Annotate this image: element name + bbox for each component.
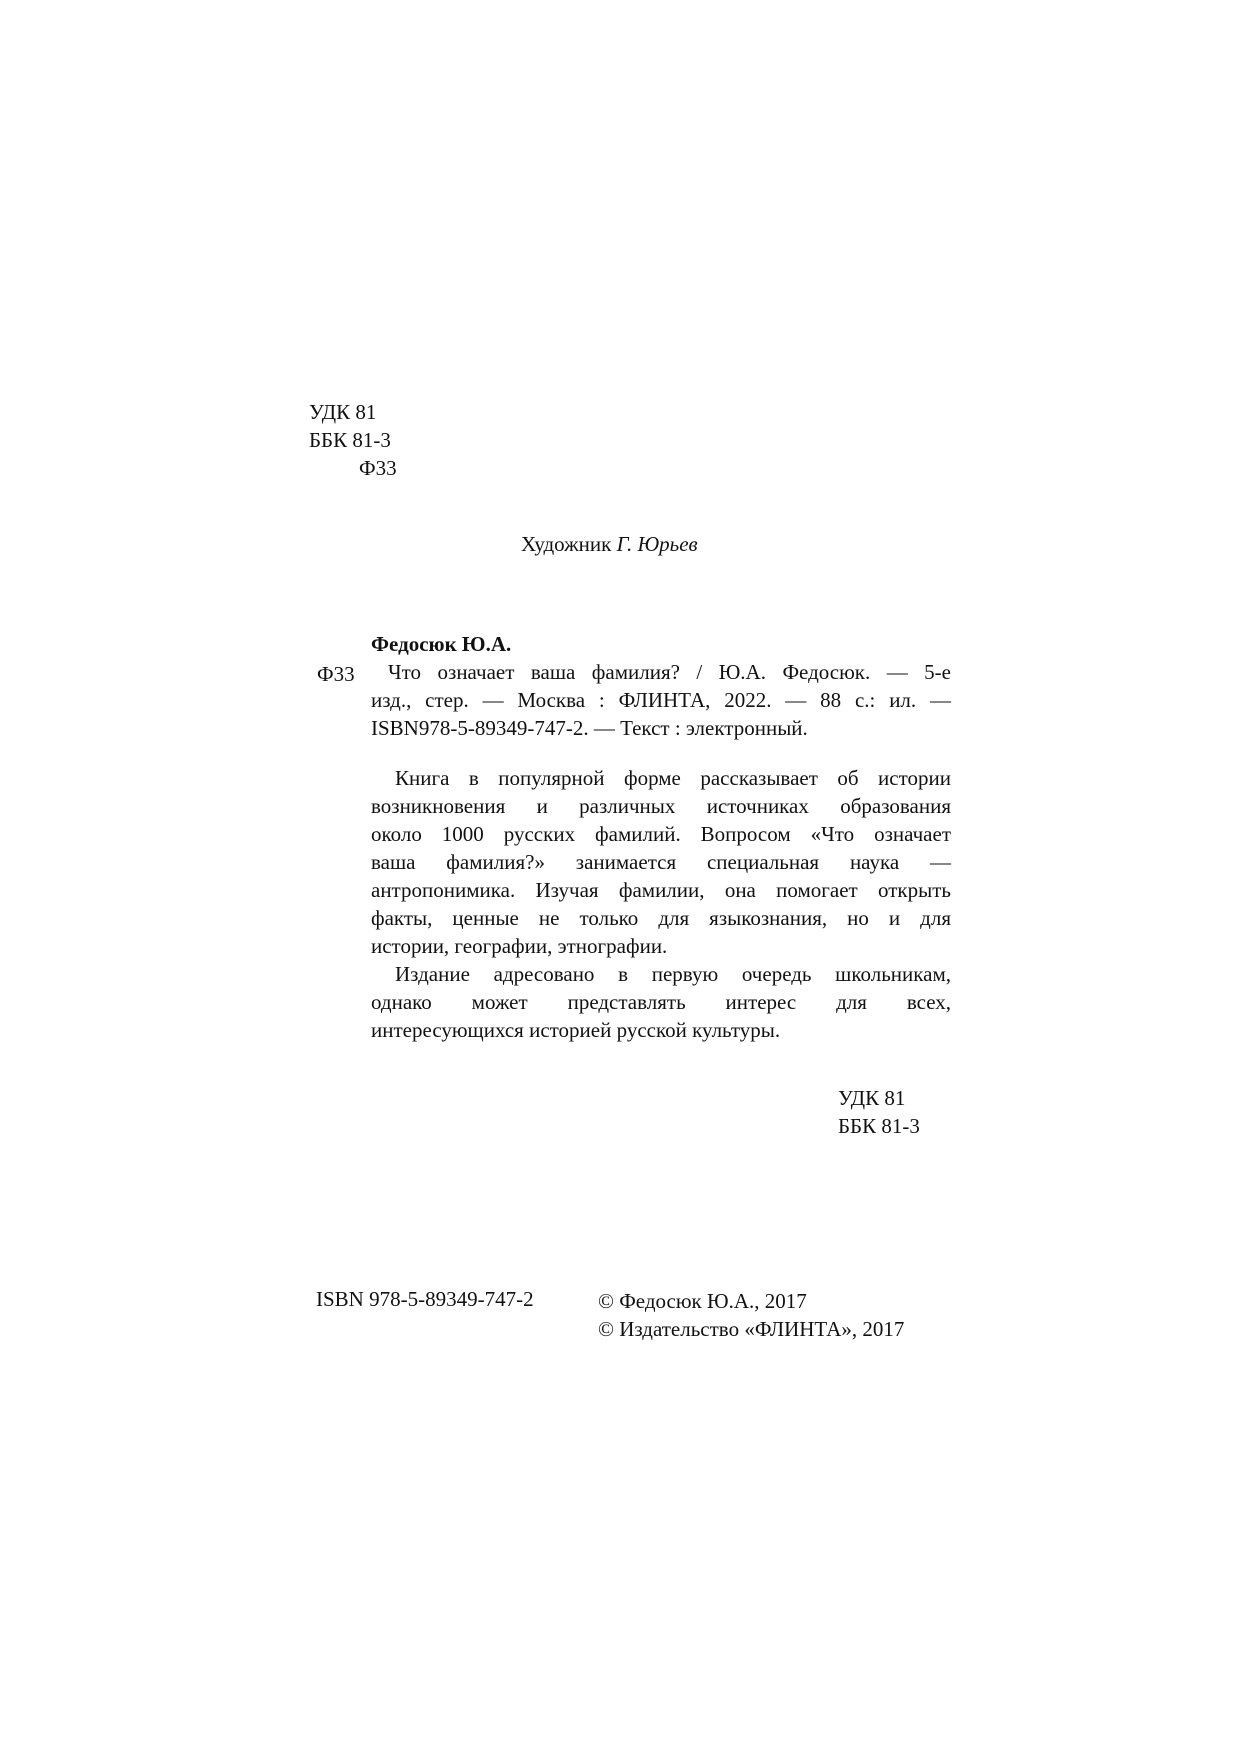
isbn: ISBN 978-5-89349-747-2 [316,1287,534,1311]
udk-code: УДК 81 [838,1086,906,1110]
annotation-line: факты, ценные не только для языкознания, но и для [371,906,951,930]
artist-line [521,530,698,558]
artist-name: Г. Юрьев [616,532,698,556]
author-mark: Ф33 [359,456,397,480]
bibliographic-description [371,658,951,742]
annotation-line: ваша фамилия?» занимается специальная наука — [371,850,951,874]
copyrights [598,1287,904,1343]
annotation-line: интересующихся историей русской культуры. [371,1018,781,1042]
bbk-code: ББК 81-3 [838,1114,920,1138]
annotation-line: истории, географии, этнографии. [371,934,668,958]
biblio-line: изд., стер. — Москва : ФЛИНТА, 2022. — 88 с.: ил. — [371,688,951,712]
artist-label: Художник [521,532,612,556]
annotation-line: Издание адресовано в первую очередь школьникам, [395,962,951,986]
annotation-line: около 1000 русских фамилий. Вопросом «Что означает [371,822,951,846]
record-margin-mark: Ф33 [317,662,355,686]
udk-code: УДК 81 [309,400,377,424]
biblio-line: Что означает ваша фамилия? / Ю.А. Федосюк. — 5-е [388,660,951,684]
copyright-author: © Федосюк Ю.А., 2017 [598,1289,807,1313]
bottom-classification-codes [838,1084,920,1140]
top-classification-codes [309,398,397,482]
bbk-code: ББК 81-3 [309,428,391,452]
annotation-line: возникновения и различных источниках образования [371,794,951,818]
copyright-publisher: © Издательство «ФЛИНТА», 2017 [598,1317,905,1341]
annotation-line: Книга в популярной форме рассказывает об истории [395,766,951,790]
annotation [371,764,951,1044]
annotation-line: однако может представлять интерес для всех, [371,990,951,1014]
record-author: Федосюк Ю.А. [371,632,512,656]
biblio-line: ISBN978-5-89349-747-2. — Текст : электронный. [371,716,808,740]
annotation-line: антропонимика. Изучая фамилии, она помогает открыть [371,878,951,902]
